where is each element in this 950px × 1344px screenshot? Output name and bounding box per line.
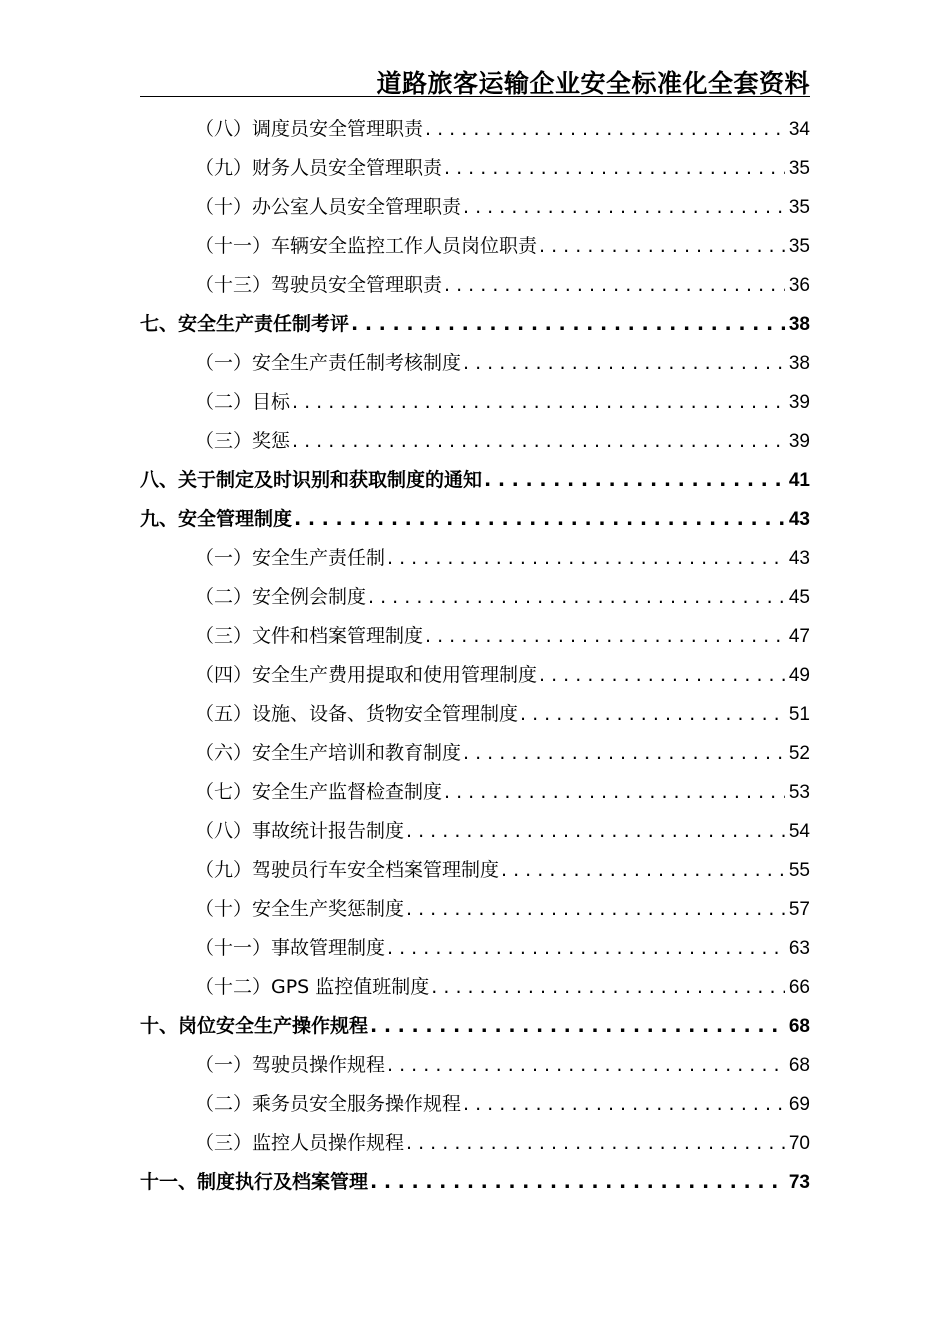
toc-section-entry[interactable] bbox=[0, 773, 810, 812]
toc-dot-leader bbox=[387, 539, 785, 578]
toc-dot-leader bbox=[406, 812, 785, 851]
toc-page-number: 34 bbox=[788, 119, 810, 140]
toc-entry-title: （五）设施、设备、货物安全管理制度 bbox=[195, 703, 519, 725]
toc-entry-title: （九）驾驶员行车安全档案管理制度 bbox=[195, 859, 500, 881]
toc-entry-title: 十一、制度执行及档案管理 bbox=[140, 1171, 369, 1193]
toc-entry-title: 七、安全生产责任制考评 bbox=[140, 313, 350, 335]
toc-page-number: 36 bbox=[788, 275, 810, 296]
toc-page-number: 69 bbox=[788, 1094, 810, 1115]
toc-dot-leader bbox=[370, 1163, 785, 1202]
toc-section-entry[interactable] bbox=[0, 149, 810, 188]
toc-dot-leader bbox=[444, 266, 785, 305]
toc-entry-title: （九）财务人员安全管理职责 bbox=[195, 157, 443, 179]
toc-entry-title: （六）安全生产培训和教育制度 bbox=[195, 742, 462, 764]
toc-section-entry[interactable] bbox=[0, 851, 810, 890]
toc-page-number: 63 bbox=[788, 938, 810, 959]
toc-page-number: 38 bbox=[788, 314, 810, 335]
toc-dot-leader bbox=[425, 110, 785, 149]
toc-dot-leader bbox=[539, 656, 785, 695]
toc-page-number: 55 bbox=[788, 860, 810, 881]
toc-section-entry[interactable] bbox=[0, 578, 810, 617]
toc-dot-leader bbox=[370, 1007, 785, 1046]
toc-dot-leader bbox=[484, 461, 785, 500]
toc-entry-title: 九、安全管理制度 bbox=[140, 508, 293, 530]
toc-entry-title: （十二）GPS 监控值班制度 bbox=[195, 976, 430, 998]
toc-entry-title: （十一）事故管理制度 bbox=[195, 937, 386, 959]
toc-section-entry[interactable] bbox=[0, 422, 810, 461]
toc-page-number: 54 bbox=[788, 821, 810, 842]
toc-section-entry[interactable] bbox=[0, 1124, 810, 1163]
toc-page-number: 68 bbox=[788, 1055, 810, 1076]
toc-dot-leader bbox=[292, 422, 785, 461]
toc-section-entry[interactable] bbox=[0, 929, 810, 968]
toc-section-entry[interactable] bbox=[0, 890, 810, 929]
toc-page-number: 66 bbox=[788, 977, 810, 998]
toc-dot-leader bbox=[539, 227, 785, 266]
toc-page-number: 35 bbox=[788, 236, 810, 257]
toc-section-entry[interactable] bbox=[0, 1085, 810, 1124]
toc-dot-leader bbox=[406, 1124, 785, 1163]
toc-dot-leader bbox=[425, 617, 785, 656]
toc-entry-title: （八）调度员安全管理职责 bbox=[195, 118, 424, 140]
toc-page-number: 43 bbox=[788, 509, 810, 530]
toc-page-number: 73 bbox=[788, 1172, 810, 1193]
toc-page-number: 57 bbox=[788, 899, 810, 920]
toc-dot-leader bbox=[431, 968, 785, 1007]
toc-entry-title: （二）目标 bbox=[195, 391, 291, 413]
toc-page-number: 51 bbox=[788, 704, 810, 725]
toc-entry-title: （十三）驾驶员安全管理职责 bbox=[195, 274, 443, 296]
toc-page-number: 43 bbox=[788, 548, 810, 569]
toc-entry-title: （七）安全生产监督检查制度 bbox=[195, 781, 443, 803]
toc-dot-leader bbox=[501, 851, 785, 890]
toc-dot-leader bbox=[368, 578, 785, 617]
toc-page-number: 68 bbox=[788, 1016, 810, 1037]
toc-entry-title: （十）办公室人员安全管理职责 bbox=[195, 196, 462, 218]
toc-dot-leader bbox=[520, 695, 785, 734]
toc-chapter-entry[interactable] bbox=[0, 305, 810, 344]
toc-entry-title: （十）安全生产奖惩制度 bbox=[195, 898, 405, 920]
toc-section-entry[interactable] bbox=[0, 695, 810, 734]
toc-entry-title: （三）文件和档案管理制度 bbox=[195, 625, 424, 647]
toc-entry-title: （四）安全生产费用提取和使用管理制度 bbox=[195, 664, 538, 686]
toc-section-entry[interactable] bbox=[0, 188, 810, 227]
toc-page-number: 45 bbox=[788, 587, 810, 608]
toc-chapter-entry[interactable] bbox=[0, 1163, 810, 1202]
toc-entry-title: （一）驾驶员操作规程 bbox=[195, 1054, 386, 1076]
toc-dot-leader bbox=[444, 773, 785, 812]
toc-page-number: 49 bbox=[788, 665, 810, 686]
toc-page-number: 52 bbox=[788, 743, 810, 764]
toc-page-number: 41 bbox=[788, 470, 810, 491]
toc-dot-leader bbox=[463, 1085, 785, 1124]
toc-section-entry[interactable] bbox=[0, 734, 810, 773]
toc-dot-leader bbox=[294, 500, 785, 539]
toc-section-entry[interactable] bbox=[0, 110, 810, 149]
toc-entry-title: （八）事故统计报告制度 bbox=[195, 820, 405, 842]
toc-dot-leader bbox=[351, 305, 785, 344]
toc-dot-leader bbox=[387, 929, 785, 968]
toc-page-number: 38 bbox=[788, 353, 810, 374]
toc-entry-title: 十、岗位安全生产操作规程 bbox=[140, 1015, 369, 1037]
toc-page-number: 53 bbox=[788, 782, 810, 803]
toc-section-entry[interactable] bbox=[0, 227, 810, 266]
toc-section-entry[interactable] bbox=[0, 812, 810, 851]
toc-entry-title: 八、关于制定及时识别和获取制度的通知 bbox=[140, 469, 483, 491]
toc-page-number: 35 bbox=[788, 197, 810, 218]
toc-page-number: 39 bbox=[788, 392, 810, 413]
toc-page-number: 39 bbox=[788, 431, 810, 452]
document-title: 道路旅客运输企业安全标准化全套资料 bbox=[376, 69, 810, 98]
toc-page-number: 35 bbox=[788, 158, 810, 179]
toc-section-entry[interactable] bbox=[0, 617, 810, 656]
toc-entry-title: （二）乘务员安全服务操作规程 bbox=[195, 1093, 462, 1115]
toc-page-number: 70 bbox=[788, 1133, 810, 1154]
toc-entry-title: （二）安全例会制度 bbox=[195, 586, 367, 608]
toc-entry-title: （十一）车辆安全监控工作人员岗位职责 bbox=[195, 235, 538, 257]
toc-dot-leader bbox=[463, 188, 785, 227]
toc-dot-leader bbox=[463, 344, 785, 383]
toc-dot-leader bbox=[463, 734, 785, 773]
toc-entry-title: （三）监控人员操作规程 bbox=[195, 1132, 405, 1154]
toc-chapter-entry[interactable] bbox=[0, 1007, 810, 1046]
toc-dot-leader bbox=[387, 1046, 785, 1085]
toc-chapter-entry[interactable] bbox=[0, 500, 810, 539]
toc-section-entry[interactable] bbox=[0, 383, 810, 422]
toc-dot-leader bbox=[444, 149, 785, 188]
toc-dot-leader bbox=[406, 890, 785, 929]
toc-section-entry[interactable] bbox=[0, 656, 810, 695]
toc-section-entry[interactable] bbox=[0, 1046, 810, 1085]
toc-section-entry[interactable] bbox=[0, 968, 810, 1007]
toc-dot-leader bbox=[292, 383, 785, 422]
page-header bbox=[140, 62, 810, 97]
toc-chapter-entry[interactable] bbox=[0, 461, 810, 500]
toc-section-entry[interactable] bbox=[0, 539, 810, 578]
toc-entry-title: （一）安全生产责任制考核制度 bbox=[195, 352, 462, 374]
toc-section-entry[interactable] bbox=[0, 344, 810, 383]
toc-entry-title: （一）安全生产责任制 bbox=[195, 547, 386, 569]
toc-entry-title: （三）奖惩 bbox=[195, 430, 291, 452]
toc-page-number: 47 bbox=[788, 626, 810, 647]
table-of-contents bbox=[0, 110, 950, 1202]
toc-section-entry[interactable] bbox=[0, 266, 810, 305]
